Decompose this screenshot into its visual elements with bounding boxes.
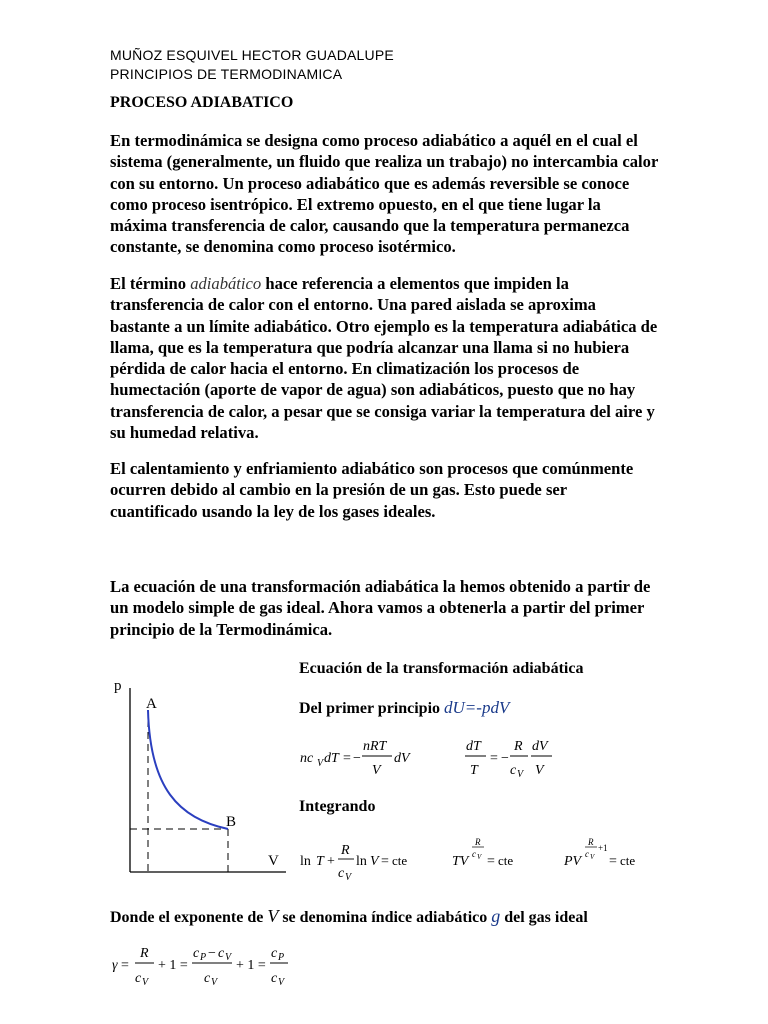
svg-text:dV: dV: [394, 751, 410, 766]
exponent-middle: se denomina índice adiabático: [278, 909, 492, 926]
svg-text:+ 1 =: + 1 =: [158, 958, 188, 973]
svg-text:=: =: [343, 751, 351, 766]
svg-text:R: R: [140, 946, 149, 961]
svg-text:V: V: [535, 763, 544, 778]
svg-text:V: V: [211, 977, 218, 988]
svg-text:γ: γ: [112, 958, 118, 973]
svg-text:c: c: [204, 971, 211, 986]
svg-text:c: c: [193, 946, 200, 961]
equation-tv: [450, 833, 530, 878]
svg-text:R: R: [588, 837, 594, 847]
ln-label: ln: [300, 854, 311, 869]
svg-text:V: V: [278, 977, 285, 988]
adiabatic-term: adiabático: [190, 274, 262, 293]
svg-text:nc: nc: [300, 751, 314, 766]
svg-text:R: R: [341, 843, 350, 858]
svg-text:V: V: [345, 872, 352, 883]
equation-differential: [462, 730, 572, 782]
first-principle-label: Del primer principio: [299, 700, 445, 717]
equation-integrated: [296, 838, 426, 886]
integrating-label: Integrando: [299, 798, 376, 815]
pv-diagram: [108, 668, 298, 878]
svg-text:=: =: [490, 751, 498, 766]
first-principle-line: [299, 698, 509, 718]
x-axis-label: V: [268, 853, 279, 869]
paragraph-term-after: hace referencia a elementos que impiden la transferencia de calor con el entorno. Una pared aislada se aproxima bastante a un límite adiabático. Otro ejemplo es la temperatura adiabática de llama, que es la temperatura que podría alcanzar una llama si no hubiera pérdida de calor hacia el entorno. En climatización los procesos de humectación (aporte de vapor de agua) son adiabáticos, puesto que no hay transferencia de calor, a pesar que se consiga variar la temperatura del aire y su humedad relativa.: [110, 274, 658, 443]
svg-text:P: P: [200, 952, 207, 963]
svg-text:c: c: [135, 971, 142, 986]
equation-gamma: [108, 938, 308, 990]
svg-text:V: V: [517, 769, 524, 780]
svg-text:TV: TV: [452, 854, 469, 869]
ln-label-2: ln: [356, 854, 367, 869]
svg-text:c: c: [472, 849, 476, 859]
svg-text:c: c: [271, 946, 278, 961]
paragraph-definition: En termodinámica se designa como proceso adiabático a aquél en el cual el sistema (generalmente, un fluido que realiza un trabajo) no intercambia calor con su entorno. Un proceso adiabático que es además reversible se conoce como proceso isentrópico. El extremo opuesto, en el que tiene lugar la máxima transferencia de calor, causando que la temperatura permanezca constante, se denomina como proceso isotérmico.: [110, 131, 659, 257]
cte-label-3: cte: [620, 853, 636, 868]
equations-heading: Ecuación de la transformación adiabática: [299, 660, 584, 677]
cte-label-2: cte: [498, 853, 514, 868]
paragraph-heating-cooling: El calentamiento y enfriamiento adiabático son procesos que comúnmente ocurren debido al cambio en la presión de un gas. Esto puede ser cuantificado usando la ley de los gases ideales.: [110, 459, 634, 521]
svg-text:R: R: [514, 739, 523, 754]
svg-text:V: V: [225, 952, 232, 963]
cte-label-1: cte: [392, 853, 408, 868]
svg-text:R: R: [475, 837, 481, 847]
svg-text:=: =: [487, 854, 495, 869]
svg-text:c: c: [218, 946, 225, 961]
svg-text:T: T: [470, 763, 478, 778]
svg-text:V: V: [370, 854, 379, 869]
svg-text:T: T: [316, 854, 324, 869]
exponent-before: Donde el exponente de: [110, 909, 268, 926]
course-name: PRINCIPIOS DE TERMODINAMICA: [110, 66, 343, 82]
paragraph-derivation-intro: La ecuación de una transformación adiabática la hemos obtenido a partir de un modelo simple de gas ideal. Ahora vamos a obtenerla a partir del primer principio de la Termodinámica.: [110, 577, 651, 639]
svg-text:PV: PV: [564, 854, 582, 869]
svg-text:+: +: [327, 854, 335, 869]
svg-text:=: =: [121, 958, 129, 973]
y-axis-label: p: [114, 678, 122, 694]
svg-text:dT: dT: [466, 739, 481, 754]
svg-text:dT: dT: [324, 751, 339, 766]
point-b-label: B: [226, 814, 237, 830]
svg-text:c: c: [585, 849, 589, 859]
svg-text:+ 1 =: + 1 =: [236, 958, 266, 973]
svg-text:V: V: [477, 853, 482, 861]
svg-text:V: V: [142, 977, 149, 988]
svg-text:V: V: [372, 763, 381, 778]
document-title: PROCESO ADIABATICO: [110, 94, 294, 111]
svg-text:+1: +1: [598, 843, 608, 853]
point-a-label: A: [146, 696, 157, 712]
svg-text:nRT: nRT: [363, 739, 387, 754]
svg-text:c: c: [271, 971, 278, 986]
paragraph-term-before: El término: [110, 274, 191, 293]
svg-text:c: c: [338, 866, 345, 881]
svg-text:P: P: [278, 952, 285, 963]
adiabatic-curve: [148, 710, 228, 829]
author-name: MUÑOZ ESQUIVEL HECTOR GUADALUPE: [110, 47, 394, 63]
exponent-variable: V: [267, 906, 279, 926]
equation-pv: [562, 833, 652, 878]
paragraph-term: [110, 273, 658, 443]
svg-text:V: V: [590, 853, 595, 861]
svg-text:c: c: [510, 763, 517, 778]
svg-text:−: −: [501, 751, 509, 766]
svg-text:=: =: [381, 854, 389, 869]
svg-text:dV: dV: [532, 739, 548, 754]
equation-energy-balance: [296, 730, 456, 782]
svg-text:−: −: [353, 751, 361, 766]
exponent-after: del gas ideal: [500, 909, 588, 926]
exponent-sentence: [110, 906, 588, 927]
gamma-symbol: g: [491, 906, 501, 926]
svg-text:V: V: [317, 758, 324, 769]
svg-text:−: −: [208, 946, 216, 961]
first-principle-equation: dU=-pdV: [444, 698, 510, 717]
svg-text:=: =: [609, 854, 617, 869]
